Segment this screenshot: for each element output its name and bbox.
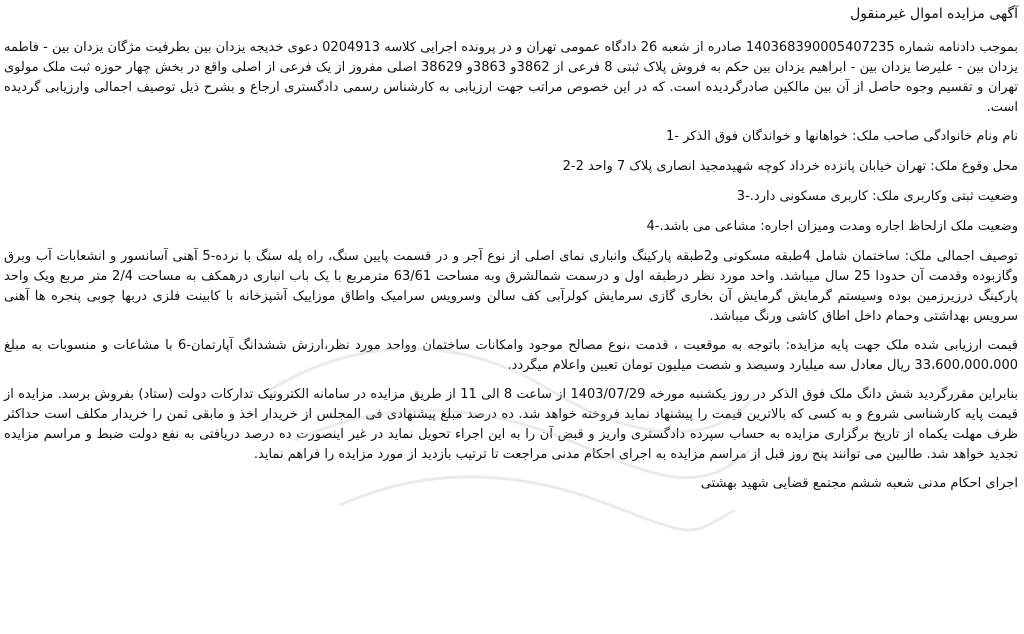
location-item: محل وقوع ملک: تهران خیابان پانزده خرداد کوچه شهیدمجید انصاری پلاک 7 واحد 2-2 <box>562 159 1018 174</box>
intro-paragraph: بموجب دادنامه شماره 140368390005407235 صادره از شعبه 26 دادگاه عمومی تهران و در پرونده اجرایی کلاسه 0204913 دعوی خدیجه یزدان بین بطرفیت مژگان یزدان بین - فاطمه یزدان بین - علیرضا یزدان بین - ابراهیم یزدان بین حکم به فروش پلاک ثبتی 8 فرعی از 3862و 3863و 38629 اصلی مفروز از یک فرعی از اصلی واقع در بخش چهار حوزه ثبت ملک مولوی تهران و تقسیم وجوه حاصل از آن بین مالکین صادرگردیده است. که در این خصوص مراتب جهت ارزیابی به کارشناس رسمی دادگستری ارجاع و بشرح ذیل توصیف اجمالی وارزیابی گردیده است. <box>4 40 1019 115</box>
notice-title: آگهی مزایده اموال غیرمنقول <box>850 6 1018 22</box>
auction-notice-document <box>4 4 1018 494</box>
property-description: توصیف اجمالی ملک: ساختمان شامل 4طبقه مسکونی و2طبقه پارکینگ وانباری نمای اصلی از نوع آجر و در قسمت پایین سنگ، راه پله سنگ با نرده-5 آهنی آسانسور و انشعابات آب وبرق وگازبوده وقدمت آن حدودا 25 سال میباشد. واحد مورد نظر درطبقه اول و درسمت شمالشرق وبه مساحت 63/61 مترمربع با یک باب انباری درهمکف به مساحت 2/4 متر مربع ویک واحد پارکینگ درزیرزمین بوده وسیستم گرمایش گرمایش آن بخاری گازی سرمایش کولرآبی کف سالن وسرویس سرامیک واطاق موزاییک آشپزخانه با کابینت فلزی دربها چوبی پنجره ها آهنی سرویس بهداشتی وحمام داخل اطاق کاشی ورنگ میباشد. <box>4 249 1019 324</box>
owner-item: نام ونام خانوادگی صاحب ملک: خواهانها و خواندگان فوق الذکر -1 <box>666 129 1018 144</box>
registration-item: وضعیت ثبتی وکاربری ملک: کاربری مسکونی دارد.-3 <box>736 189 1018 204</box>
auction-terms-paragraph: بنابراین مقررگردید شش دانگ ملک فوق الذکر در روز یکشنبه مورخه 1403/07/29 از ساعت 8 الی 11 از طریق مزایده در سامانه الکترونیک تدارکات دولت (ستاد) بفروش برسد. مزایده از قیمت پایه کارشناسی شروع و به کسی که بالاترین قیمت را پیشنهاد نماید فروخته خواهد شد. ده درصد مبلغ پیشنهادی فی المجلس از خریدار اخذ و مابقی ثمن را خریدار مکلف است حداکثر ظرف مهلت یکماه از تاریخ برگزاری مزایده به حساب سپرده دادگستری واریز و قبض آن را به این اجراء تحویل نماید در غیر اینصورت ده درصد دریافتی به نفع دولت ضبط و مراسم مزایده تجدید خواهد شد. طالبین می توانند پنج روز قبل از مراسم مزایده به اجرای احکام مدنی مراجعت تا ترتیب بازدید از مورد مزایده را فراهم نماید. <box>4 387 1018 462</box>
issuing-office-signature: اجرای احکام مدنی شعبه ششم مجتمع قضایی شهید بهشتی <box>700 476 1018 491</box>
lease-status-item: وضعیت ملک ازلحاظ اجاره ومدت ومیزان اجاره: مشاعی می باشد.-4 <box>646 219 1018 234</box>
valuation-paragraph: قیمت ارزیابی شده ملک جهت پایه مزایده: باتوجه به موقعیت ، قدمت ،نوع مصالح موجود وامکانات ساختمان وواحد مورد نظر،ارزش ششدانگ آپارتمان-6 با مشاعات و منسوبات به مبلغ 33،600،000،000 ریال معادل سه میلیارد وسیصد و شصت میلیون تومان تعیین واعلام میگردد. <box>4 338 1019 373</box>
